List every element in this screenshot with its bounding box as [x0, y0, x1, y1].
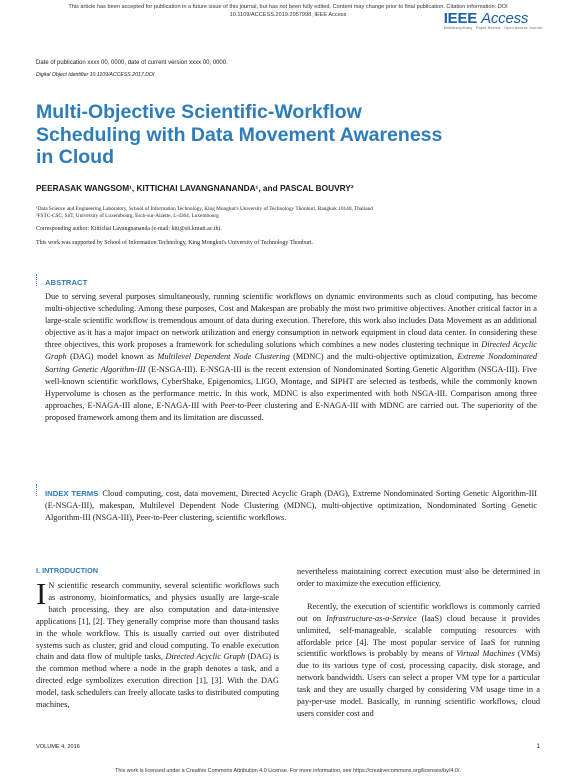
ieee-access-logo: [444, 10, 542, 30]
introduction-heading: I. INTRODUCTION: [36, 566, 99, 575]
acceptance-notice-line1: This article has been accepted for publication in a future issue of this journal, but has not been fully edited. Content may change prior to final publication. Citation information: DOI: [68, 4, 508, 10]
author-list: PEERASAK WANGSOM¹, KITTICHAI LAVANGNANANDA¹, and PASCAL BOUVRY²: [36, 183, 354, 193]
drop-cap: I: [36, 576, 47, 611]
publication-date: Date of publication xxxx 00, 0000, date of current version xxxx 00, 0000.: [36, 60, 228, 66]
affiliation-1: ¹Data Science and Engineering Laboratory, School of Information Technology, King Mongkut's University of Technology Thonburi, Bangkok 10140, Thailand: [36, 206, 373, 212]
index-terms-heading: INDEX TERMS: [45, 489, 99, 498]
abstract-divider: [36, 274, 38, 286]
abstract-text: Due to serving several purposes simultaneously, running scientific workflows on dynamic environments such as cloud computing, has become multi-objective scheduling. Among these purposes, Cost and Makespan are probably the most two primitive objectives. Another critical factor in a large-scale scientific workflow is tremendous amount of data during execution. Therefore, this work also includes Data Movement as an additional objective as it has a major impact on network utilization and energy consumption in network equipment in cloud data center. In considering these three objectives, this work proposes a framework for scheduling solutions which combines a new nodes clustering technique in Directed Acyclic Graph (DAG) model known as Multilevel Dependent Node Clustering (MDNC) and the multi-objective optimization, Extreme Nondominated Sorting Genetic Algorithm-III (E-NSGA-III). E-NSGA-III is the recent extension of Nondominated Sorting Genetic Algorithm (NSGA-III). Five well-known scientific workflows, CyberShake, Epigenomics, LIGO, Montage, and SIPHT are selected as testbeds, while the commonly known Hypervolume is chosen as the performance metric. In this work, MDNC is also experimented with both NSGA-III. Comparison among three approaches, E-NAGA-III alone, E-NAGA-III with Peer-to-Peer clustering and E-NAGA-III with MDNC are carried out. The superiority of the proposed framework among them and its limitation are discussed.: [45, 292, 537, 422]
paper-title: Multi-Objective Scientific-Workflow Scheduling with Data Movement Awareness in Cloud: [36, 101, 443, 168]
intro-right-para-1: nevertheless maintaining correct execution must also be determined in order to maximize the execution efficiency.: [297, 567, 540, 588]
logo-main: IEEE: [443, 10, 478, 27]
page-number: 1: [536, 743, 540, 750]
index-terms-text: Cloud computing, cost, data movement, Directed Acyclic Graph (DAG), Extreme Nondominated Sorting Genetic Algorithm-III (E-NSGA-III), makespan, Multilevel Dependent Node Clustering (MDNC), multi-objective optimization, Nondominated Sorting Genetic Algorithm-III (NSGA-III), Peer-to-Peer clustering, scientific workflows.: [45, 489, 537, 523]
affiliation-2: ²FSTC-CSC, SnT, University of Luxembourg, Esch-sur-Alzette, L-4364, Luxembourg: [36, 213, 219, 219]
acceptance-notice-line2: 10.1109/ACCESS.2019.2957998, IEEE Access: [229, 12, 347, 18]
index-terms-divider: [36, 484, 38, 496]
logo-italic: Access: [481, 10, 529, 27]
intro-left-column: I N scientific research community, several scientific workflows such as astronomy, bioinformatics, and physics usually are large-scale batch processing, they are also computation and data-intensive applications [1], [2]. They generally comprise more than thousand tasks in the whole workflow. This is usually carried out over distributed systems such as cluster, grid and cloud computing. To enable execution chain and data flow of multiple tasks, Directed Acyclic Graph (DAG) is the common method where a node in the graph denotes a task, and a directed edge symbolizes execution direction [1], [3]. With the DAG model, task schedulers can freely allocate tasks to distributed computing machines,: [36, 576, 279, 710]
corresponding-author: Corresponding author: Kittichai Lavangnananda (e-mail: kitt@sit.kmutt.ac.th).: [36, 226, 222, 232]
doi: Digital Object Identifier 10.1109/ACCESS.2017.DOI: [36, 72, 155, 78]
volume-label: VOLUME 4, 2016: [36, 744, 80, 750]
intro-right-column: [297, 566, 540, 720]
license-notice: This work is licensed under a Creative Commons Attribution 4.0 License. For more information, see https://creativecommons.org/licenses/by/4.0/.: [115, 768, 461, 774]
intro-right-para-2: Recently, the execution of scientific workflows is commonly carried out on Infrastructure-as-a-Service (IaaS) cloud because it provides unlimited, self-manageable, scalable computing resources with affordable price [4]. The most popular service of IaaS for running scientific workflows is probably by means of Virtual Machines (VMs) due to its various type of cost, processing capacity, disk storage, and network bandwidth. Users can select a proper VM type for a particular task and they are usually charged by considering VM usage time in a pay-per-use model. Basically, in running scientific workflows, cloud users consider cost and: [297, 601, 540, 718]
index-terms: [45, 488, 537, 524]
logo-tagline: Multidisciplinary : Rapid Review : Open Access Journal: [443, 26, 542, 30]
abstract-heading: ABSTRACT: [45, 278, 88, 287]
funding-note: This work was supported by School of Information Technology, King Mongkut's University of Technology Thonburi.: [36, 240, 314, 246]
